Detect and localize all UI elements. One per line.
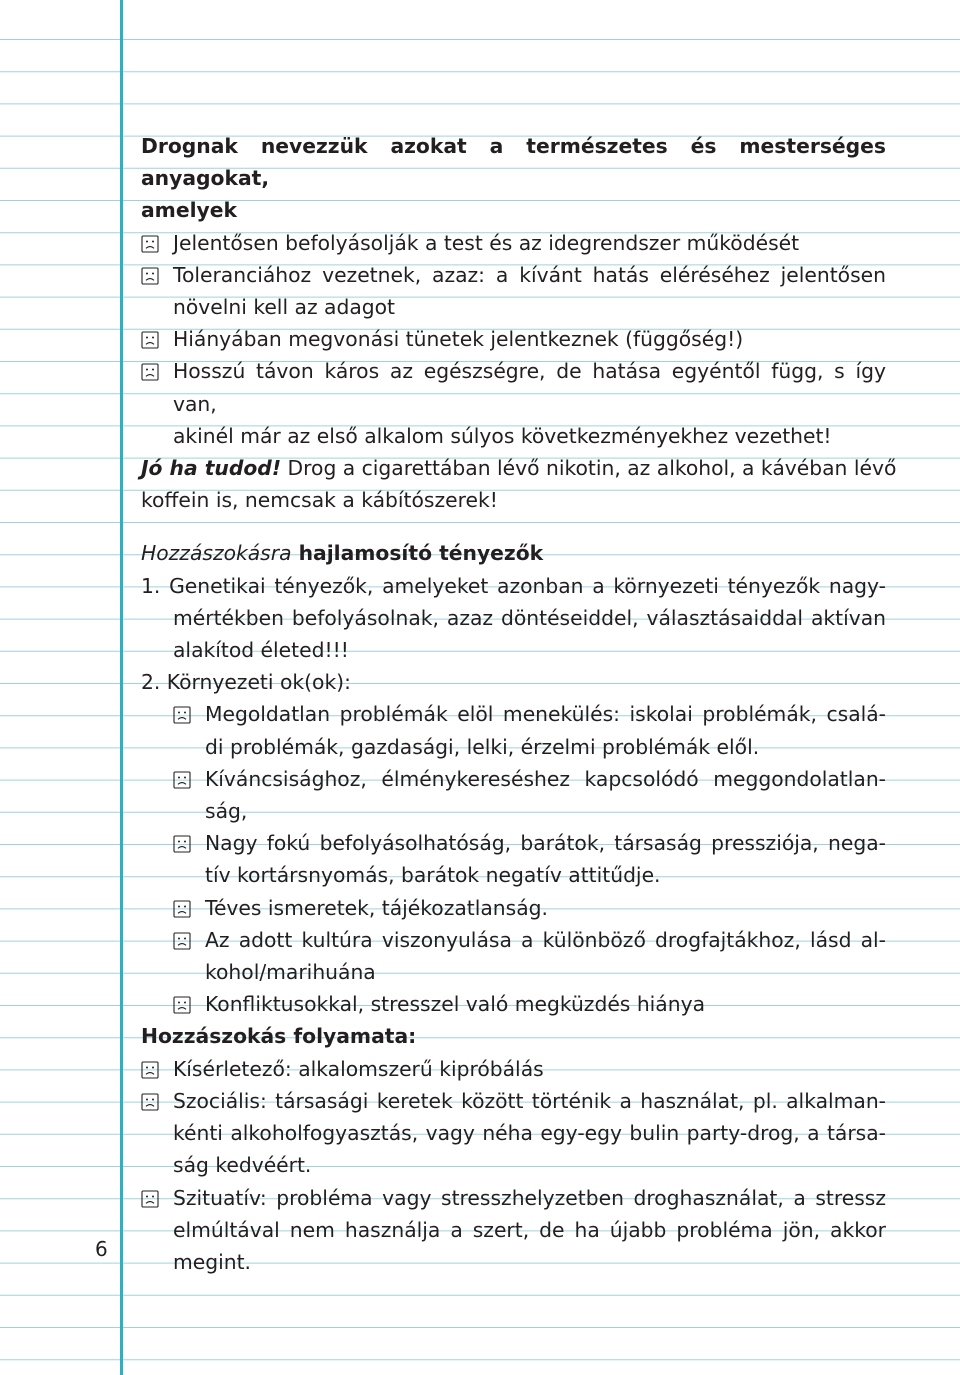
frown-face-icon — [173, 996, 191, 1014]
numbered-item-text: alakítod életed!!! — [173, 638, 349, 663]
list-item-text: Toleranciához vezetnek, azaz: a kívánt hatás eléréséhez jelentősen — [173, 262, 886, 287]
frown-face-icon — [141, 1093, 159, 1111]
page-number: 6 — [95, 1237, 108, 1261]
section-heading-italic: Hozzászokásra — [141, 541, 292, 566]
list-item-text: ság, — [205, 799, 248, 824]
list-item — [141, 259, 886, 323]
list-item — [141, 227, 886, 259]
section-heading — [141, 537, 886, 569]
list-item-text: akinél már az első alkalom súlyos következményekhez vezethet! — [173, 423, 832, 448]
numbered-item-title: 2. Környezeti ok(ok): — [141, 670, 351, 695]
list-item-text: di problémák, gazdasági, lelki, érzelmi problémák elől. — [205, 734, 760, 759]
list-item — [141, 827, 886, 891]
list-item — [141, 763, 886, 827]
list-item-text: növelni kell az adagot — [173, 295, 396, 320]
frown-face-icon — [173, 706, 191, 724]
section-heading-bold: hajlamosító tényezők — [291, 541, 544, 566]
list-item — [141, 1182, 886, 1279]
list-item-text: Jelentősen befolyásolják a test és az idegrendszer működését — [173, 230, 800, 255]
list-item — [141, 698, 886, 762]
frown-face-icon — [141, 235, 159, 253]
list-item-text: megint. — [173, 1249, 251, 1274]
numbered-item-text: 1. Genetikai tényezők, amelyeket azonban a környezeti tényezők nagy- — [141, 573, 886, 598]
list-item-text: Kíváncsisághoz, élménykereséshez kapcsolódó meggondolatlan- — [205, 766, 886, 791]
list-item — [141, 1053, 886, 1085]
list-item-text: elmúltával nem használja a szert, de ha újabb probléma jön, akkor — [173, 1217, 886, 1242]
frown-face-icon — [173, 932, 191, 950]
tip-text: Drog a cigarettában lévő nikotin, az alkohol, a kávéban lévő — [281, 456, 897, 481]
list-item — [141, 924, 886, 988]
list-item-text: Az adott kultúra viszonyulása a különböző drogfajtákhoz, lásd al- — [205, 927, 886, 952]
list-item-text: tív kortársnyomás, barátok negatív attitűdje. — [205, 863, 661, 888]
list-item-text: Hosszú távon káros az egészségre, de hatása egyéntől függ, s így van, — [173, 359, 886, 416]
list-item-text: kohol/marihuána — [205, 960, 376, 985]
frown-face-icon — [173, 771, 191, 789]
list-item — [141, 988, 886, 1020]
frown-face-icon — [141, 363, 159, 381]
list-item-text: Kísérletező: alkalomszerű kipróbálás — [173, 1056, 544, 1081]
section-heading: Hozzászokás folyamata: — [141, 1024, 417, 1049]
intro-line: Drognak nevezzük azokat a természetes és mesterséges anyagokat, — [141, 134, 886, 191]
list-item — [141, 355, 886, 452]
list-item-text: Nagy fokú befolyásolhatóság, barátok, társaság pressziója, nega- — [205, 831, 886, 856]
list-item-text: ság kedvéért. — [173, 1153, 312, 1178]
frown-face-icon — [141, 1061, 159, 1079]
tip-line: koffein is, nemcsak a kábítószerek! — [141, 488, 498, 513]
list-item — [141, 892, 886, 924]
frown-face-icon — [173, 835, 191, 853]
frown-face-icon — [141, 1190, 159, 1208]
list-item-text: Hiányában megvonási tünetek jelentkeznek (függőség!) — [173, 327, 744, 352]
intro-line: amelyek — [141, 198, 237, 223]
list-item-text: Konfliktusokkal, stresszel való megküzdés hiánya — [205, 992, 706, 1017]
tip-label: Jó ha tudod! — [141, 456, 282, 481]
frown-face-icon — [141, 331, 159, 349]
frown-face-icon — [173, 900, 191, 918]
list-item — [141, 1085, 886, 1182]
page-content — [141, 130, 897, 1278]
numbered-item-text: mértékben befolyásolnak, azaz döntéseiddel, választásaiddal aktívan — [173, 605, 886, 630]
list-item-text: Szociális: társasági keretek között történik a használat, pl. alkalman- — [173, 1088, 886, 1113]
tip-line — [141, 452, 897, 484]
list-item-text: Megoldatlan problémák elöl menekülés: iskolai problémák, csalá- — [205, 702, 886, 727]
list-item-text: Téves ismeretek, tájékozatlanság. — [205, 895, 548, 920]
list-item-text: Szituatív: probléma vagy stresszhelyzetben droghasználat, a stressz — [173, 1185, 886, 1210]
frown-face-icon — [141, 267, 159, 285]
list-item-text: kénti alkoholfogyasztás, vagy néha egy-egy bulin party-drog, a társa- — [173, 1121, 886, 1146]
list-item — [141, 323, 886, 355]
